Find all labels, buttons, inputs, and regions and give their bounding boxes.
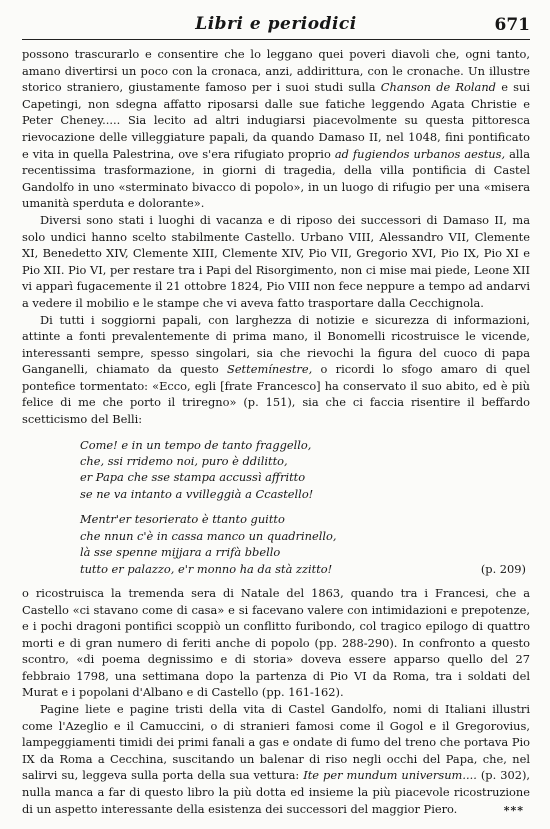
page-header [22, 0, 530, 40]
paragraph-4: o ricostruisca la tremenda sera di Natale del 1863, quando tra i Francesi, che a Castello «ci stavano come di casa» e si facevano valere con intimidazioni e prepotenze, e i pochi dragoni pontifici scoppiò un conflitto furibondo, col tragico epilogo di quattro morti e di gran numero di feriti anche di popolo (pp. 288-290). In confronto a questo scontro, «di poema degnissimo e di storia» doveva essere apparso quello del 27 febbraio 1798, una settimana dopo la partenza di Pio VI da Roma, tra i soldati del Murat e i popolani d'Albano e di Castello (pp. 161-162). [22, 585, 530, 700]
ite-per-mundum-quote: Ite per mundum universum.... [303, 768, 477, 783]
poem-page-reference: (p. 209) [480, 561, 526, 576]
setteminestre-name: Settemínestre, [227, 362, 313, 377]
page-number: 671 [494, 15, 530, 35]
chanson-title: Chanson de Roland [380, 80, 496, 95]
running-title: Libri e periodici [195, 14, 357, 34]
verse-line: Mentr'er tesorierato è ttanto guitto [80, 512, 285, 527]
verse-line: che nnun c'è in cassa manco un quadrinello, [80, 528, 337, 543]
paragraph-5 [22, 701, 530, 817]
article-body [22, 46, 530, 817]
paragraph-1-text-b: e sui Capetingi, non sdegna affatto riposarsi dalle sue fatiche leggendo Agata Christie e Peter Cheney..... Sia lecito ad altri indugiarsi piacevolmente su questa pittoresca rievocazione delle villeggiature papali, da quando Damaso II, nel 1048, fini pontificato e vita in quella Palestrina, ove s'era rifugiato proprio [22, 80, 530, 161]
paragraph-1 [22, 46, 530, 212]
latin-quote: ad fugiendos urbanos aestus, [334, 146, 506, 161]
verse-line: Come! e in un tempo de tanto fraggello, [80, 437, 312, 452]
paragraph-5-text-a: Pagine liete e pagine tristi della vita di Castel Gandolfo, nomi di Italiani illustri come l'Azeglio e il Camuccini, o di stranieri famosi come il Gogol e il Gregorovius, lampeggiamenti timidi dei primi fanali a gas e ondate di fumo del treno che portava Pio IX da Roma a Cecchina, suscitando un balenar di riso negli occhi del Papa, che, nel salirvi su, leggeva sulla porta della sua vettura: [22, 702, 530, 783]
paragraph-2: Diversi sono stati i luoghi di vacanza e di riposo dei successori di Damaso II, ma solo undici hanno scelto stabilmente Castello. Urbano VIII, Alessandro VII, Clemente XI, Benedetto XIV, Clemente XIII, Clemente XIV, Pio VII, Gregorio XVI, Pio IX, Pio XI e Pio XII. Pio VI, per restare tra i Papi del Risorgimento, non ci mise mai piede, Leone XII vi apparì fugacemente il 21 ottobre 1824, Pio VIII non fece neppure a tempo ad andarvi a vedere il mobilio e le stampe che vi aveva fatto trasportare dalla Cecchignola. [22, 212, 530, 310]
section-end-mark: *** [503, 804, 524, 817]
verse-line: tutto er palazzo, e'r monno ha da stà zzitto! [80, 561, 333, 576]
paragraph-3 [22, 312, 530, 428]
verse-line: er Papa che sse stampa accussì affritto [80, 470, 306, 485]
poem-stanza-2 [80, 511, 530, 577]
paragraph-3-text-b: o ricordi lo sfogo amaro di quel pontefice tormentato: «Ecco, egli [frate Francesco] ha conservato il suo abito, ed è più felice di me che porto il triregno» (p. 151), sia che ci faccia risentire il beffardo scetticismo del Belli: [22, 362, 531, 427]
poem-stanza-1 [80, 437, 530, 503]
verse-line: se ne va intanto a vvilleggià a Ccastello! [80, 486, 314, 501]
verse-line-with-reference [80, 561, 530, 577]
paragraph-1-text-c: alla recentissima trasformazione, in giorni di tragedia, della villa pontificia di Castel Gandolfo in uno «sterminato bivacco di popolo», in un luogo di rifugio per una «misera umanità sperduta e dolorante». [22, 146, 530, 211]
verse-line: che, ssi rridemo noi, puro è ddilitto, [80, 454, 288, 469]
paragraph-3-text-a: Di tutti i soggiorni papali, con larghezza di notizie e sicurezza di informazioni, attinte a fonti prevalentemente di prima mano, il Bonomelli ricostruisce le vicende, interessanti sempre, spesso singolari, sia che rievochi la figura del cuoco di papa Ganganelli, chiamato da questo [22, 312, 530, 377]
paragraph-1-text-a: possono trascurarlo e consentire che lo leggano quei poveri diavoli che, ogni tanto, amano divertirsi un poco con la cronaca, anzi, addirittura, con le cronache. Un illustre storico straniero, giustamente famoso per i suoi studi sulla [22, 47, 530, 95]
paragraph-5-text-b: (p. 302), nulla manca a far di questo libro la più dotta ed insieme la più piacevole ricostruzione di un aspetto interessante della esistenza dei successori del maggior Piero. [22, 768, 531, 816]
verse-line: là sse spenne mijjara a rrifà bbello [80, 545, 281, 560]
belli-sonnet [80, 437, 530, 577]
